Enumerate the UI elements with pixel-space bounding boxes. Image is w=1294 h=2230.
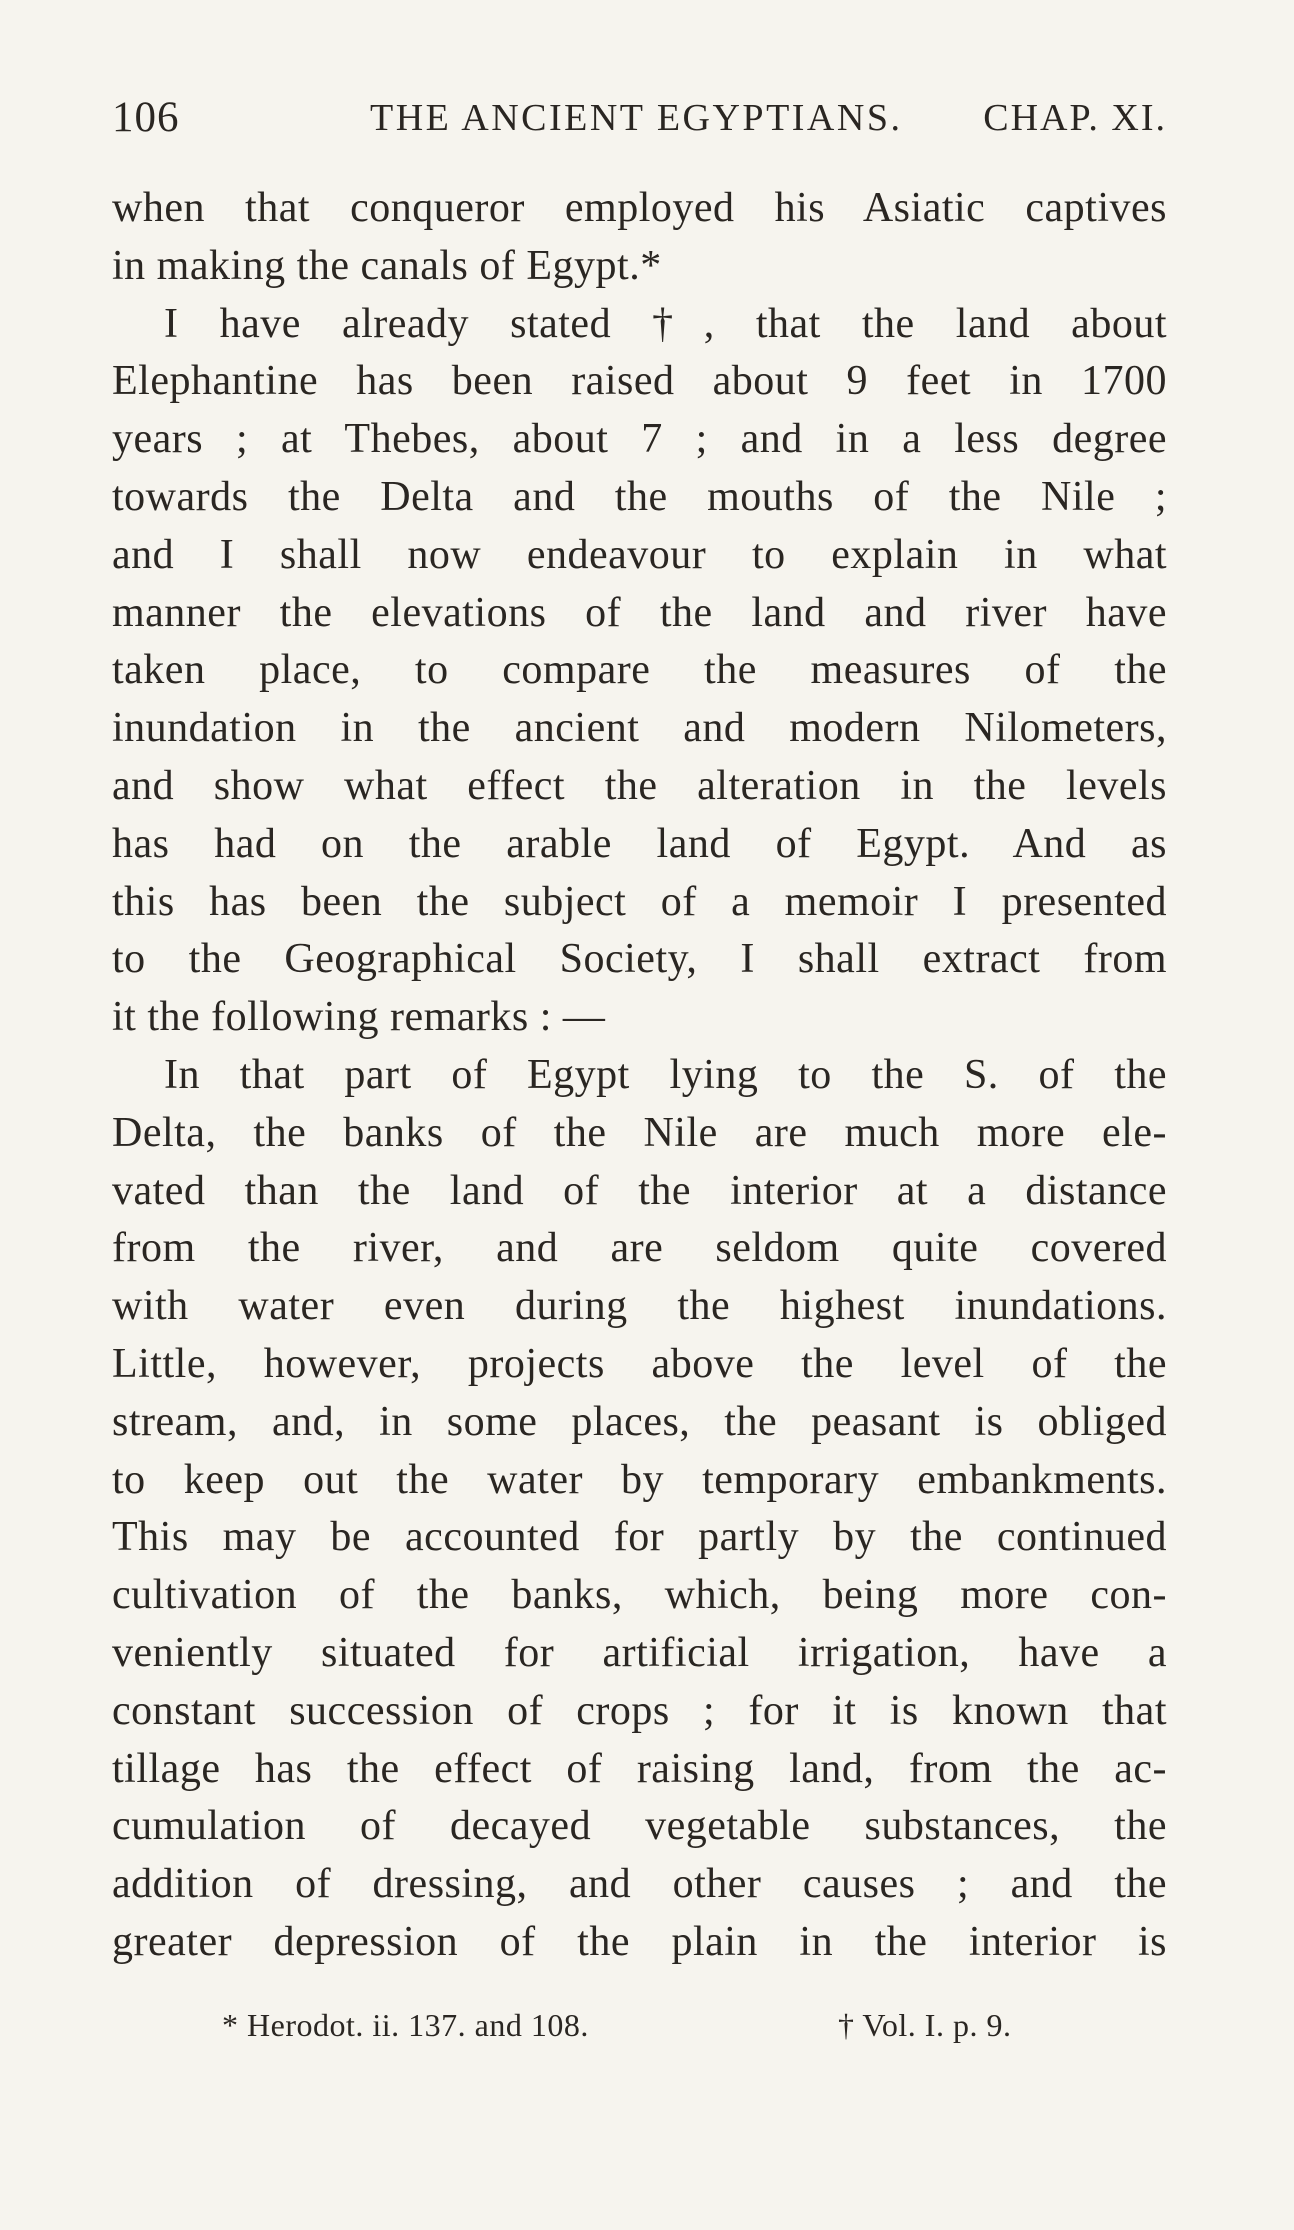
running-head bbox=[112, 88, 1167, 148]
text-line: I have already stated †, that the land about bbox=[164, 300, 1167, 347]
text-line: Little, however, projects above the level of the bbox=[112, 1340, 1167, 1387]
text-line: In that part of Egypt lying to the S. of the bbox=[164, 1051, 1167, 1098]
text-line: greater depression of the plain in the interior is bbox=[112, 1918, 1167, 1965]
text-line: and show what effect the alteration in the levels bbox=[112, 762, 1167, 809]
body-text bbox=[112, 180, 1167, 1972]
text-line: towards the Delta and the mouths of the Nile ; bbox=[112, 473, 1167, 520]
text-line: inundation in the ancient and modern Nilometers, bbox=[112, 705, 1167, 752]
text-line: cultivation of the banks, which, being more con- bbox=[112, 1572, 1167, 1619]
text-line: This may be accounted for partly by the continued bbox=[112, 1514, 1167, 1561]
text-line: vated than the land of the interior at a distance bbox=[112, 1167, 1167, 1214]
text-line: cumulation of decayed vegetable substances, the bbox=[112, 1803, 1167, 1850]
footnotes bbox=[0, 2000, 1294, 2050]
text-line: and I shall now endeavour to explain in what bbox=[112, 531, 1167, 578]
text-line: stream, and, in some places, the peasant is obliged bbox=[112, 1398, 1167, 1445]
text-line: addition of dressing, and other causes ; and the bbox=[112, 1861, 1167, 1908]
text-line: from the river, and are seldom quite covered bbox=[112, 1225, 1167, 1272]
text-line: tillage has the effect of raising land, from the ac- bbox=[112, 1745, 1167, 1792]
text-line: has had on the arable land of Egypt. And as bbox=[112, 820, 1167, 867]
text-line: when that conqueror employed his Asiatic captives bbox=[112, 185, 1167, 231]
chapter-label: CHAP. XI. bbox=[983, 97, 1167, 139]
text-line: this has been the subject of a memoir I presented bbox=[112, 878, 1167, 925]
text-line: years ; at Thebes, about 7 ; and in a less degree bbox=[112, 416, 1167, 463]
text-line: Elephantine has been raised about 9 feet in 1700 bbox=[112, 358, 1167, 405]
page-number: 106 bbox=[112, 94, 180, 141]
text-line: to the Geographical Society, I shall extract from bbox=[112, 936, 1167, 983]
text-line: in making the canals of Egypt.* bbox=[112, 242, 662, 289]
text-line: it the following remarks : — bbox=[112, 994, 606, 1041]
text-line: taken place, to compare the measures of the bbox=[112, 647, 1167, 694]
text-line: constant succession of crops ; for it is known that bbox=[112, 1687, 1167, 1734]
footnote-volume: † Vol. I. p. 9. bbox=[838, 2007, 1012, 2043]
running-title: THE ANCIENT EGYPTIANS. bbox=[370, 97, 903, 139]
text-line: Delta, the banks of the Nile are much more ele- bbox=[112, 1109, 1167, 1156]
footnote-herodotus: * Herodot. ii. 137. and 108. bbox=[222, 2007, 589, 2043]
text-line: manner the elevations of the land and river have bbox=[112, 589, 1167, 636]
text-line: with water even during the highest inundations. bbox=[112, 1283, 1167, 1330]
text-line: veniently situated for artificial irrigation, have a bbox=[112, 1629, 1167, 1676]
text-line: to keep out the water by temporary embankments. bbox=[112, 1456, 1167, 1503]
